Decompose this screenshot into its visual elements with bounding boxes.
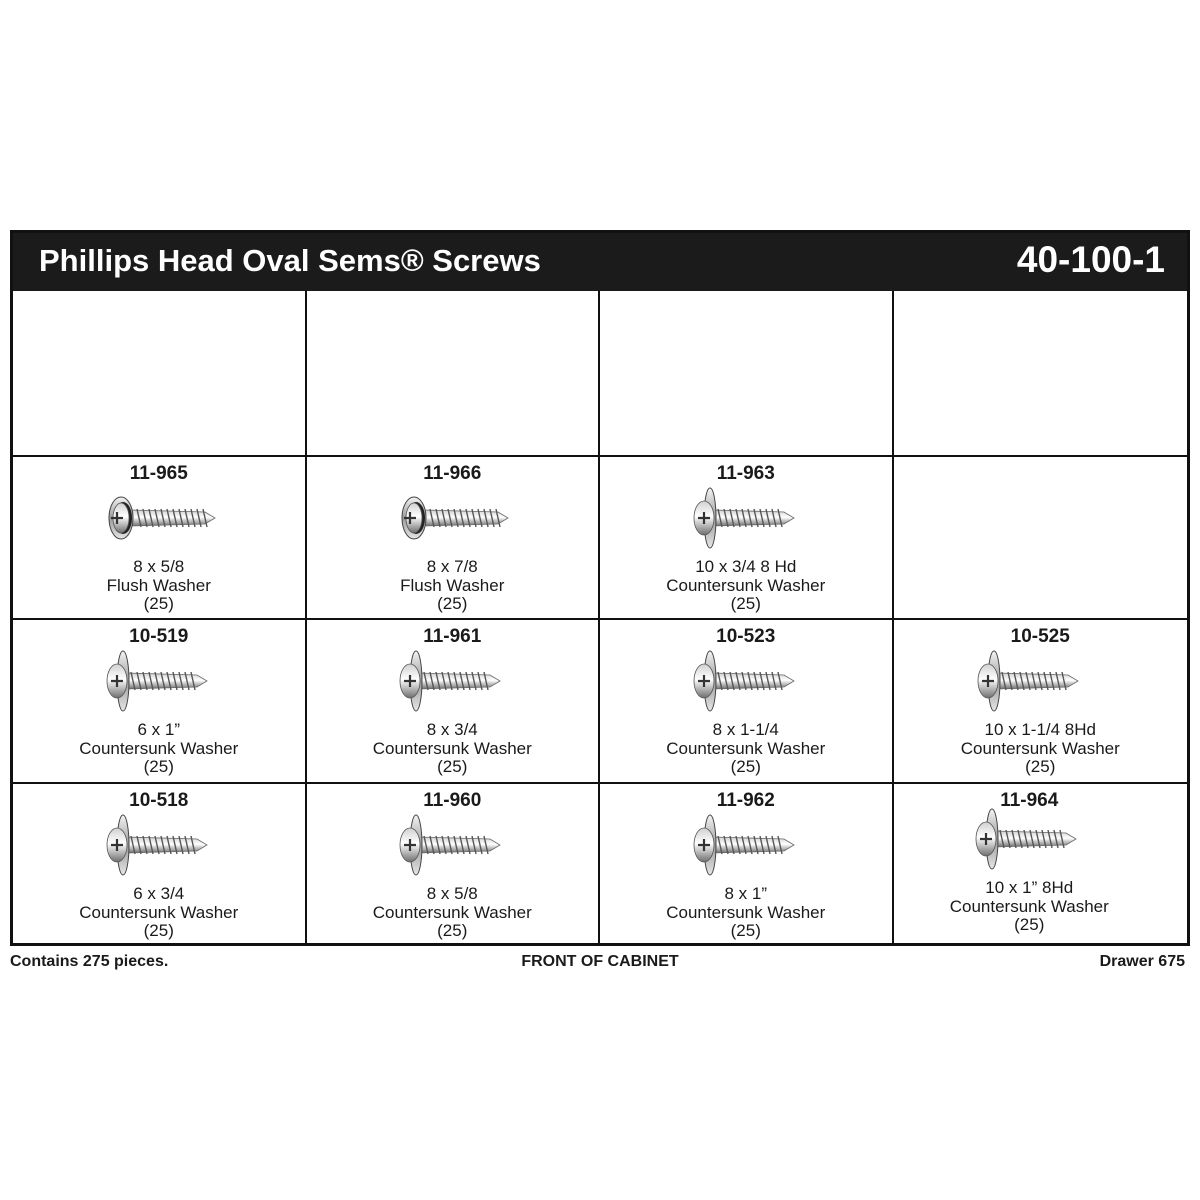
washer-type: Flush Washer (400, 575, 505, 595)
part-size: 6 x 1” (137, 720, 181, 739)
part-number: 10-525 (1010, 626, 1070, 647)
part-quantity: (25) (143, 921, 174, 940)
empty-compartment (600, 291, 894, 457)
screw-icon (101, 812, 217, 878)
part-quantity: (25) (730, 921, 761, 940)
compartment-grid (13, 291, 1187, 943)
screw-icon (972, 648, 1088, 714)
contents-note: Contains 275 pieces. (10, 953, 169, 970)
compartment-cell (894, 784, 1188, 943)
screw-icon (101, 485, 217, 551)
front-of-cabinet-label: FRONT OF CABINET (521, 953, 679, 970)
screw-icon (970, 806, 1086, 872)
part-size: 8 x 7/8 (426, 557, 478, 576)
screw-icon (394, 812, 510, 878)
drawer-label-sheet (10, 230, 1190, 946)
part-number: 11-964 (1000, 790, 1059, 811)
part-size: 8 x 5/8 (426, 884, 478, 903)
washer-type: Countersunk Washer (666, 902, 826, 922)
part-size: 8 x 5/8 (133, 557, 185, 576)
compartment-cell (13, 784, 307, 943)
compartment-cell (600, 784, 894, 943)
part-number: 11-963 (716, 463, 775, 484)
compartment-cell (600, 620, 894, 784)
part-number: 11-962 (716, 790, 775, 811)
part-size: 10 x 1” 8Hd (985, 878, 1074, 897)
washer-type: Countersunk Washer (960, 738, 1120, 758)
screw-icon (688, 648, 804, 714)
part-number: 10-518 (129, 790, 189, 811)
empty-compartment (307, 291, 601, 457)
kit-number: 40-100-1 (1016, 239, 1165, 280)
page-title: Phillips Head Oval Sems® Screws (39, 243, 541, 278)
part-number: 10-523 (716, 626, 776, 647)
screw-icon (394, 485, 510, 551)
part-number: 11-961 (423, 626, 482, 647)
part-quantity: (25) (1025, 757, 1056, 776)
screw-icon (101, 648, 217, 714)
empty-compartment (894, 291, 1188, 457)
compartment-cell (600, 457, 894, 620)
empty-compartment (894, 457, 1188, 620)
drawer-number: Drawer 675 (1099, 953, 1185, 970)
part-description (872, 879, 1188, 935)
washer-type: Countersunk Washer (372, 902, 532, 922)
part-size: 8 x 1” (724, 884, 768, 903)
part-quantity: (25) (437, 921, 468, 940)
compartment-cell (894, 620, 1188, 784)
compartment-cell (307, 620, 601, 784)
part-description (13, 885, 305, 941)
screw-icon (688, 812, 804, 878)
compartment-cell (13, 457, 307, 620)
empty-compartment (13, 291, 307, 457)
part-size: 8 x 1-1/4 (712, 720, 779, 739)
washer-type: Countersunk Washer (79, 902, 239, 922)
washer-type: Countersunk Washer (372, 738, 532, 758)
part-quantity: (25) (143, 757, 174, 776)
part-number: 10-519 (129, 626, 189, 647)
part-description (13, 558, 305, 614)
part-quantity: (25) (730, 757, 761, 776)
part-quantity: (25) (143, 594, 174, 613)
washer-type: Flush Washer (106, 575, 211, 595)
part-description (307, 558, 599, 614)
part-size: 6 x 3/4 (133, 884, 185, 903)
part-description (600, 721, 892, 777)
header-bar (13, 233, 1187, 291)
part-quantity: (25) (437, 757, 468, 776)
part-description (307, 885, 599, 941)
part-number: 11-960 (423, 790, 482, 811)
part-size: 10 x 3/4 8 Hd (695, 557, 797, 576)
part-quantity: (25) (1014, 915, 1045, 934)
washer-type: Countersunk Washer (949, 896, 1109, 916)
part-description (13, 721, 305, 777)
compartment-cell (307, 457, 601, 620)
compartment-cell (307, 784, 601, 943)
part-size: 8 x 3/4 (426, 720, 478, 739)
screw-icon (688, 485, 804, 551)
part-description (894, 721, 1188, 777)
part-quantity: (25) (730, 594, 761, 613)
compartment-cell (13, 620, 307, 784)
part-description (600, 885, 892, 941)
part-size: 10 x 1-1/4 8Hd (984, 720, 1096, 739)
part-description (600, 558, 892, 614)
part-number: 11-965 (129, 463, 188, 484)
part-number: 11-966 (423, 463, 482, 484)
part-description (307, 721, 599, 777)
washer-type: Countersunk Washer (666, 575, 826, 595)
screw-icon (394, 648, 510, 714)
part-quantity: (25) (437, 594, 468, 613)
washer-type: Countersunk Washer (79, 738, 239, 758)
washer-type: Countersunk Washer (666, 738, 826, 758)
